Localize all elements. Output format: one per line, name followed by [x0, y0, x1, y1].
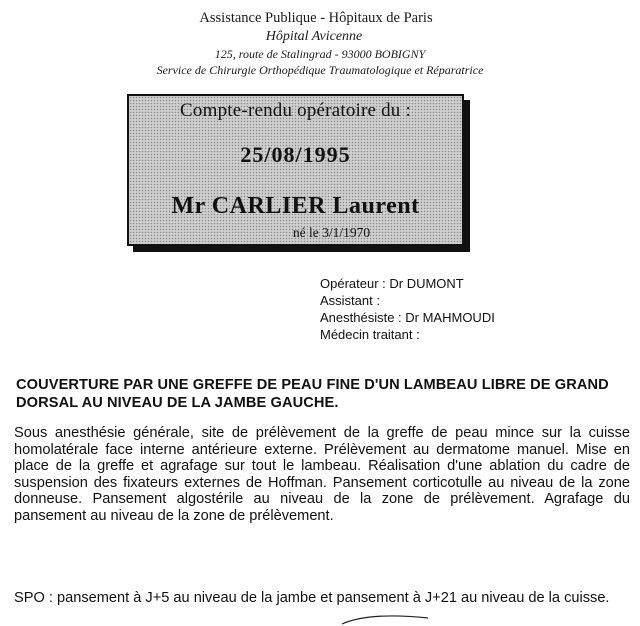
signature-stroke	[340, 612, 430, 626]
report-type: Compte-rendu opératoire du :	[180, 100, 411, 121]
patient-name: Mr CARLIER Laurent	[171, 193, 420, 219]
operator-line: Opérateur : Dr DUMONT	[320, 276, 464, 291]
anesthetist-line: Anesthésiste : Dr MAHMOUDI	[320, 310, 495, 325]
attending-doctor-line: Médecin traitant :	[320, 327, 420, 342]
operation-date: 25/08/1995	[240, 142, 351, 167]
post-op-note: SPO : pansement à J+5 au niveau de la jambe et pansement à J+21 au niveau de la cuisse.	[14, 590, 610, 606]
department-name: Service de Chirurgie Orthopédique Traumatologique et Réparatrice	[156, 63, 484, 77]
assistant-line: Assistant :	[320, 293, 380, 308]
hospital-address: 125, route de Stalingrad - 93000 BOBIGNY	[214, 47, 426, 61]
procedure-title: COUVERTURE PAR UNE GREFFE DE PEAU FINE D'UN LAMBEAU LIBRE DE GRAND DORSAL AU NIVEAU DE LA JAMBE GAUCHE.	[16, 377, 609, 411]
report-header-box	[127, 94, 464, 246]
procedure-description: Sous anesthésie générale, site de prélèvement de la greffe de peau mince sur la cuisse homolatérale face interne antérieure externe. Prélèvement au dermatome manuel. Mise en place de la greffe et agrafage sur tout le lambeau. Réalisation d'une ablation du cadre de suspension des fixateurs externes de Hoffman. Pansement corticotulle au niveau de la zone donneuse. Pansement algostérile au niveau de la zone de prélèvement. Agrafage du pansement au niveau de la zone de prélèvement.	[14, 425, 630, 524]
hospital-group: Assistance Publique - Hôpitaux de Paris	[199, 10, 433, 26]
patient-birthdate: né le 3/1/1970	[292, 225, 371, 240]
hospital-name: Hôpital Avicenne	[265, 29, 363, 44]
